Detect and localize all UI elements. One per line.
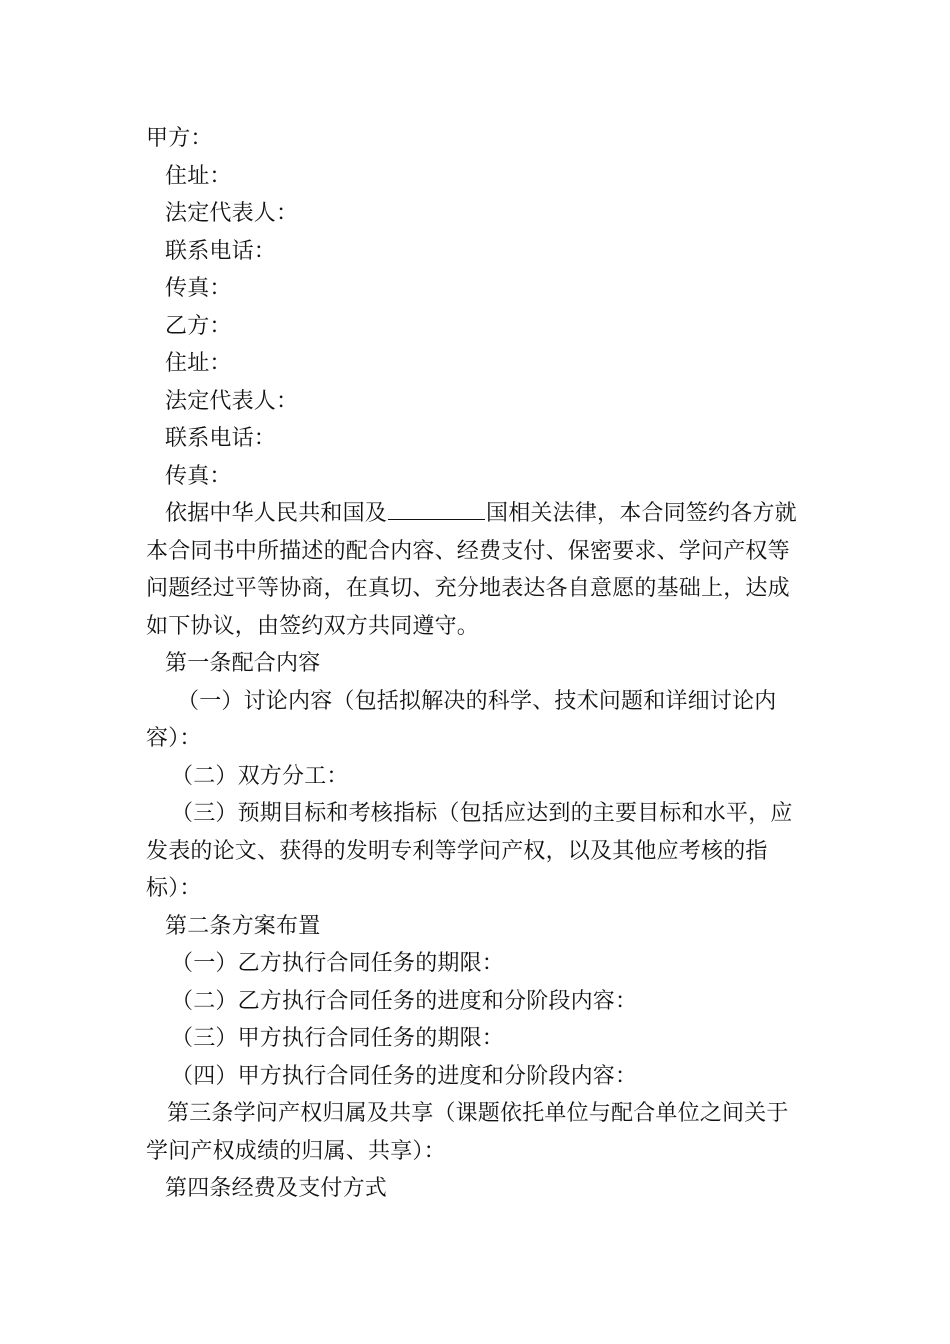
article-1-item-3-line-2: 发表的论文、获得的发明专利等学问产权，以及其他应考核的指 [146,838,768,864]
article-1-item-3-line-1: （三）预期目标和考核指标（包括应达到的主要目标和水平，应 [171,801,793,826]
preamble-line-3: 问题经过平等协商，在真切、充分地表达各自意愿的基础上，达成 [146,576,790,601]
party-a-fax: 传真： [165,276,232,301]
country-blank-field[interactable] [388,499,485,520]
party-b-phone: 联系电话： [165,426,277,451]
article-4-title: 第四条经费及支付方式 [165,1176,388,1201]
article-3-line-1: 第三条学问产权归属及共享（课题依托单位与配合单位之间关于 [167,1101,789,1126]
party-b-legal-rep: 法定代表人： [165,388,299,414]
article-1-item-1-line-2: 容）： [146,726,202,751]
article-2-item-3: （三）甲方执行合同任务的期限： [171,1026,505,1051]
article-2-item-1: （一）乙方执行合同任务的期限： [171,951,505,976]
article-1-item-2: （二）双方分工： [171,763,349,789]
article-1-item-1-line-1: （一）讨论内容（包括拟解决的科学、技术问题和详细讨论内 [177,688,777,714]
preamble-line-1 [146,495,808,533]
party-b-label: 乙方： [165,313,232,339]
party-b-address: 住址： [165,351,232,376]
article-1-item-3-line-3: 标）： [146,876,202,901]
document-body [146,120,808,1208]
preamble-text-before: 依据中华人民共和国及 [165,501,388,526]
party-b-fax: 传真： [165,463,232,489]
party-a-legal-rep: 法定代表人： [165,201,299,226]
preamble-line-4: 如下协议，由签约双方共同遵守。 [146,613,480,639]
party-a-address: 住址： [165,163,232,189]
preamble-text-after: 国相关法律，本合同签约各方就 [486,501,797,526]
article-3-line-2: 学问产权成绩的归属、共享）： [146,1138,446,1164]
article-2-item-2: （二）乙方执行合同任务的进度和分阶段内容： [171,988,638,1014]
preamble-line-2: 本合同书中所描述的配合内容、经费支付、保密要求、学问产权等 [146,538,790,564]
article-2-title: 第二条方案布置 [165,913,321,939]
party-a-label: 甲方： [146,126,213,151]
article-2-item-4: （四）甲方执行合同任务的进度和分阶段内容： [171,1063,638,1089]
article-1-title: 第一条配合内容 [165,651,321,676]
party-a-phone: 联系电话： [165,238,277,264]
